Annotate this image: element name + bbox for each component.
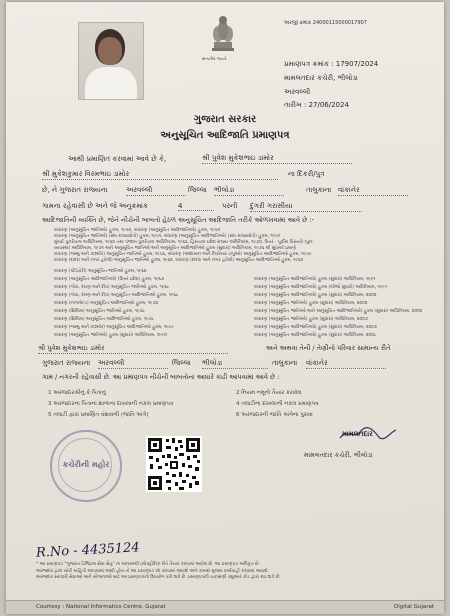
order-line: બંધારણ (અનુસૂચિત આદિજાતિઓ) હુકમ (સુધારા) અધિનિયમ, ૨૦૦૨	[254, 293, 377, 298]
certificate-number-label: પ્રમાણપત્ર ક્રમાંક :	[284, 60, 334, 68]
application-number-label: અરજી ક્રમાંક	[284, 20, 312, 26]
order-line: બંધારણ (અનુસૂચિત આદિજાતિઓ) (ઉત્તર પ્રદેશ) હુકમ, ૧૯૬૭	[54, 277, 164, 282]
footnote-line: * આ પ્રમાણપત્ર "ગુજરાત ડિજિટલ સેવા સેતુ" ના માધ્યમથી ઇલેક્ટ્રોનિક રીતે તૈયાર કરવામાં આવેલ છે. આ પ્રમાણપત્ર અધિકૃત છે.	[36, 562, 260, 567]
village-value-2: વાંકાનેર	[306, 359, 386, 369]
issue-date: 27/06/2024	[308, 101, 349, 109]
order-line: બંધારણ (અનુસૂચિત જાતિઓ અને અનુસૂચિત આદિજાતિઓ) હુકમ (સુધારા) અધિનિયમ, ૨૦૦૨	[254, 309, 423, 314]
orders-left-column	[54, 268, 240, 340]
order-line: બંધારણ (દાદરા અને નગર હવેલી) અનુસૂચિત જાતિઓ હુકમ, ૧૯૬૨, બંધારણ (દાદરા અને નગર હવેલી) અનુસૂચિત આદિજાતિઓ હુકમ, ૧૯૬૨	[54, 258, 304, 263]
state-prefix-2: ગુજરાત રાજ્યના	[42, 359, 91, 367]
seal-text: કચેરીની મહોર	[62, 460, 110, 469]
order-line: બંધારણ (અનુસૂચિત આદિજાતિઓ) હુકમ (સુધારા) અધિનિયમ, ૨૦૦૮	[254, 333, 377, 338]
order-line: બંધારણ (પોંડિચેરી) અનુસૂચિત જાતિઓ હુકમ, ૧૯૬૪	[54, 269, 147, 274]
applicant-name: શ્રી પુવેશ મુકેશભાઇ ડામોર	[202, 154, 352, 164]
certificate-page	[6, 2, 444, 614]
tribe-statement: આદિજાતિની વ્યક્તિ છે, જેને નીચેની બાબતો હેઠળ અનુસૂચિત આદિજાતિ તરીકે ઓળખવામાં આવે છે :-	[42, 216, 315, 224]
taluka-value: ભીલોડા	[214, 186, 284, 196]
orders-block	[54, 228, 426, 264]
order-line: બંધારણ (અનુસૂચિત જાતિઓ) હુકમ, ૧૯૫૦, બંધારણ (અનુસૂચિત આદિજાતિઓ) હુકમ, ૧૯૫૦	[54, 228, 221, 233]
order-line: બંધારણ (ગોવા, દમણ અને દીવ) અનુસૂચિત જાતિઓ હુકમ, ૧૯૬૮	[54, 285, 170, 290]
issuing-office: મામલતદાર કચેરી, ભીલોડા	[284, 74, 358, 82]
taluka-value-2: ભીલોડા	[202, 359, 268, 369]
village-value: વાંકાનેર	[338, 186, 408, 196]
district-label-2: જિલ્લા	[172, 359, 191, 367]
orders-right-column	[254, 276, 434, 340]
applicant-name-repeat: શ્રી પુવેશ મુકેશભાઇ ડામોર	[38, 344, 228, 354]
order-line: બંધારણ (અનુસૂચિત જાતિઓ) (સંઘ રાજ્યક્ષેત્રો) હુકમ, ૧૯૫૧, બંધારણ (અનુસૂચિત આદિજાતિઓ) (સંઘ રાજ્યક્ષેત્રો) હુકમ, ૧૯૫૧	[54, 234, 281, 239]
basis-item: 1 અરજદારશ્રીનું કે પિતાનું	[48, 390, 106, 396]
district-label: જિલ્લા	[188, 186, 207, 194]
tribe-name: દુંગરી ગરાસીયા	[250, 202, 362, 212]
basis-item: 6 અરજદારની જાતિ અંગેના પુરાવા	[236, 412, 313, 418]
applicant-photo	[78, 22, 144, 100]
order-line: બંધારણ (અનુસૂચિત આદિજાતિઓ) હુકમ (બીજો સુધારો) અધિનિયમ, ૧૯૯૧	[254, 285, 387, 290]
taluka-label: તાલુકાના	[306, 186, 332, 194]
certificate-number: 17907/2024	[335, 60, 379, 68]
footnote-line: અરજદાર સરકારી સેવાઓ અને યોજનાઓ માટે આ પ્રમાણપત્રનો ઉપયોગ કરી શકે છે. પ્રમાણપત્રની ચકાસણી ક્યુઆર કોડ દ્વારા થઇ શકે છે.	[36, 575, 281, 580]
father-name: શ્રી મુકેશકુમાર વિરમભાઇ ડામોર	[42, 170, 278, 180]
order-line: બંધારણ (ગોવા, દમણ અને દીવ) અનુસૂચિત આદિજાતિઓ હુકમ, ૧૯૬૮	[54, 293, 179, 298]
order-line: વ્યવસ્થા) અધિનિયમ, ૧૯૭૧ અને અનુસૂચિત જાતિઓ અને અનુસૂચિત આદિજાતિઓ હુકમ (સુધારા) અધિનિયમ, ૧૯૭૬ થી સુધાર્યા પ્રમાણે	[54, 246, 296, 251]
resident-prefix: ગામના રહેવાસી છે અને જે અનુક્રમાંક	[42, 202, 148, 210]
order-line: બંધારણ (જમ્મુ અને કાશ્મીર) અનુસૂચિત આદિજાતિઓ હુકમ, ૧૯૮૯	[54, 325, 174, 330]
state-prefix: છે, ને ગુજરાત રાજ્યના	[42, 186, 108, 194]
application-number: 24000115000017907	[312, 20, 367, 26]
basis-statement: ગામ / નગરની રહેવાસી છે. આ પ્રમાણપત્ર નીચેની બાબતોના આધારે કાઢી આપવામાં આવે છે :	[42, 373, 280, 381]
digital-gujarat-brand: Digital Gujarat	[394, 604, 435, 610]
order-line: બંધારણ (અનુસૂચિત જાતિઓ) હુકમ (સુધારા) અધિનિયમ, ૨૦૦૭	[254, 317, 368, 322]
order-line: બંધારણ (અનુસૂચિત આદિજાતિઓ) હુકમ (સુધારા) અધિનિયમ, ૨૦૦૭	[254, 325, 377, 330]
relation-label: ના દિકરી/પુત્ર	[288, 170, 325, 178]
order-line: બંધારણ (અનુસૂચિત જાતિઓ) હુકમ (સુધારા) અધિનિયમ, ૧૯૯૦	[54, 333, 167, 338]
state-emblem-icon	[208, 12, 238, 54]
district-value: અરવલ્લી	[126, 186, 186, 196]
certify-prefix: આથી પ્રમાણિત કરવામાં આવે છે કે,	[68, 155, 167, 163]
issuing-district: અરવલ્લી	[284, 88, 311, 96]
basis-item: 4 તલાટીના દાખલાની નકલ પ્રમાણપત્ર	[236, 401, 319, 407]
order-line: બંધારણ (સિક્કિમ) અનુસૂચિત જાતિઓ હુકમ, ૧૯૭૮	[54, 309, 145, 314]
certificate-title: અનુસૂચિત આદિજાતિ પ્રમાણપત્ર	[160, 130, 290, 141]
order-line: બંધારણ (અનુસૂચિત જાતિઓ) હુકમ (સુધારા) અધિનિયમ, ૨૦૦૨	[254, 301, 368, 306]
emblem-caption: સત્યમેવ જયતે	[202, 56, 227, 61]
footer-bar	[6, 600, 444, 614]
courtesy-credit: Courtesy : National Informatics Centre, Gujarat	[36, 604, 166, 610]
order-line: મુંબઈ પુનર્રચના અધિનિયમ, ૧૯૬૦ તથા પંજાબ પુનર્રચના અધિનિયમ, ૧૯૬૬, હિમાચલ પ્રદેશ રાજ્ય અધિનિયમ, ૧૯૭૦, ઉત્તર - પૂર્વીય વિસ્તારો (પુનઃ	[54, 240, 314, 245]
verification-qr-icon	[146, 436, 202, 492]
basis-right-list	[236, 388, 426, 421]
basis-left-list	[48, 388, 228, 421]
signatory-title: મામલતદાર	[342, 430, 373, 438]
order-line: બંધારણ (જમ્મુ અને કાશ્મીર) અનુસૂચિત જાતિઓ હુકમ, ૧૯૫૬, બંધારણ (આંદામાન અને નિકોબાર ટાપુઓ) અનુસૂચિત આદિજાતિઓ હુકમ, ૧૯૫૯	[54, 252, 312, 257]
serial-number: 4	[178, 202, 214, 211]
basis-item: 5 તલાટી દ્વારા પ્રમાણિત વંશાવળી (જાતિ અંગે)	[48, 412, 149, 418]
order-line: બંધારણ (સિક્કિમ) અનુસૂચિત આદિજાતિઓ હુકમ, ૧૯૭૮	[54, 317, 155, 322]
footnote-line: અરજદાર દ્વારા ખોટી માહિતી આપવામાં આવી હોય તો આ પ્રમાણપત્ર રદ કરવામાં આવશે અને કાયદા મુજબ કાર્યવાહી કરવામાં આવશે.	[36, 568, 269, 574]
office-seal	[50, 430, 122, 502]
date-label: તારીખ :	[284, 101, 307, 109]
basis-item: 2 નિયમ નમૂનો તૈયાર કરાવેલ	[236, 390, 302, 396]
taluka-label-2: તાલુકાના	[272, 359, 298, 367]
district-value-2: અરવલ્લી	[98, 359, 168, 369]
basis-item: 3 અરજદારના પિતાના શાળાના દાખલાની નકલ પ્રમાણપત્ર	[48, 401, 174, 407]
serial-suffix: પરની	[222, 202, 238, 210]
order-line: બંધારણ (નાગાલેન્ડ) અનુસૂચિત આદિજાતિઓ હુકમ, ૧૯૭૦	[54, 301, 159, 306]
handwritten-receipt-number: R.No - 4435124	[35, 540, 141, 561]
family-residence-clause: અને અથવા તેની / તેણીનો પરિવાર સામાન્ય રીતે	[266, 344, 391, 352]
footnotes	[36, 562, 426, 582]
order-line: બંધારણ (અનુસૂચિત આદિજાતિઓ) હુકમ (સુધારા) અધિનિયમ, ૧૯૯૧	[254, 277, 376, 282]
signatory-office: મામલતદાર કચેરી, ભીલોડા	[304, 451, 373, 459]
government-title: ગુજરાત સરકાર	[193, 114, 257, 125]
